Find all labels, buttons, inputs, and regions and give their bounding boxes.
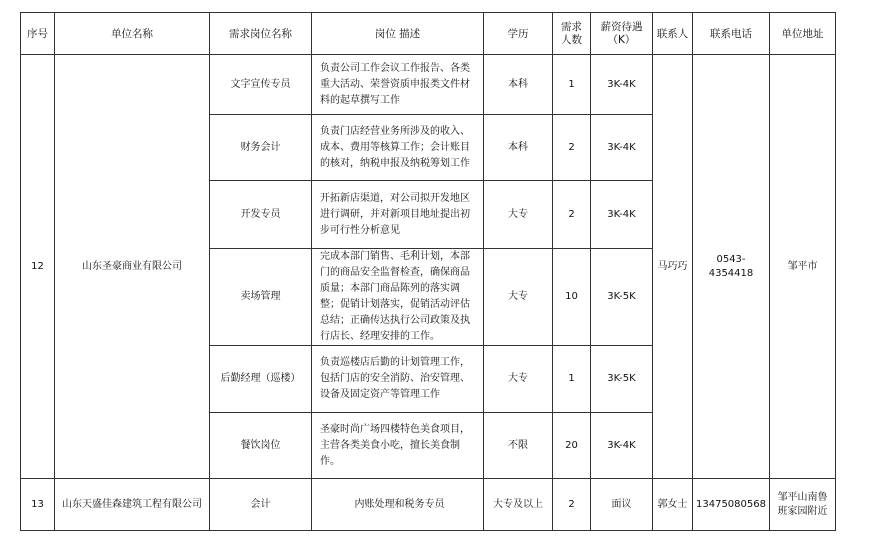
- table-row: [21, 479, 836, 531]
- header-salary: 薪资待遇（K）: [591, 13, 653, 55]
- education-cell: 不限: [484, 413, 553, 479]
- header-address: 单位地址: [770, 13, 836, 55]
- description-cell: 内账处理和税务专员: [312, 479, 484, 531]
- description-cell: 负责门店经营业务所涉及的收入、成本、费用等核算工作；会计账目的核对，纳税申报及纳税筹划工作: [312, 115, 484, 181]
- count-cell: 2: [553, 115, 591, 181]
- contact-cell: 马巧巧: [653, 55, 693, 479]
- count-cell: 20: [553, 413, 591, 479]
- company-cell: 山东天盛佳森建筑工程有限公司: [55, 479, 210, 531]
- count-cell: 1: [553, 346, 591, 413]
- company-cell: 山东圣豪商业有限公司: [55, 55, 210, 479]
- header-count: 需求人数: [553, 13, 591, 55]
- contact-cell: 郭女士: [653, 479, 693, 531]
- education-cell: 大专: [484, 181, 553, 249]
- salary-cell: 3K-4K: [591, 413, 653, 479]
- header-row: [21, 13, 836, 55]
- salary-cell: 3K-4K: [591, 115, 653, 181]
- header-position: 需求岗位名称: [210, 13, 312, 55]
- count-cell: 2: [553, 181, 591, 249]
- count-cell: 10: [553, 249, 591, 346]
- position-cell: 餐饮岗位: [210, 413, 312, 479]
- address-cell: 邹平山南鲁班家园附近: [770, 479, 836, 531]
- description-cell: 负责巡楼店后勤的计划管理工作，包括门店的安全消防、治安管理、设备及固定资产等管理工作: [312, 346, 484, 413]
- header-contact: 联系人: [653, 13, 693, 55]
- count-cell: 1: [553, 55, 591, 115]
- education-cell: 大专: [484, 249, 553, 346]
- position-cell: 会计: [210, 479, 312, 531]
- count-cell: 2: [553, 479, 591, 531]
- seq-cell: 12: [21, 55, 55, 479]
- header-seq: 序号: [21, 13, 55, 55]
- position-cell: 文字宣传专员: [210, 55, 312, 115]
- job-listing-table: [20, 12, 836, 531]
- description-cell: 开拓新店渠道，对公司拟开发地区进行调研，并对新项目地址提出初步可行性分析意见: [312, 181, 484, 249]
- description-cell: 负责公司工作会议工作报告、各类重大活动、荣誉资质申报类文件材料的起草撰写工作: [312, 55, 484, 115]
- education-cell: 大专: [484, 346, 553, 413]
- education-cell: 本科: [484, 55, 553, 115]
- salary-cell: 3K-4K: [591, 181, 653, 249]
- header-phone: 联系电话: [693, 13, 770, 55]
- table-row: [21, 55, 836, 115]
- position-cell: 卖场管理: [210, 249, 312, 346]
- header-education: 学历: [484, 13, 553, 55]
- header-description: 岗位 描述: [312, 13, 484, 55]
- position-cell: 开发专员: [210, 181, 312, 249]
- salary-cell: 3K-4K: [591, 55, 653, 115]
- education-cell: 本科: [484, 115, 553, 181]
- phone-cell: 0543-4354418: [693, 55, 770, 479]
- address-cell: 邹平市: [770, 55, 836, 479]
- phone-cell: 13475080568: [693, 479, 770, 531]
- salary-cell: 3K-5K: [591, 249, 653, 346]
- description-cell: 完成本部门销售、毛利计划，本部门的商品安全监督检查，确保商品质量；本部门商品陈列的落实调整；促销计划落实，促销活动评估总结；正确传达执行公司政策及执行店长、经理安排的工作。: [312, 249, 484, 346]
- education-cell: 大专及以上: [484, 479, 553, 531]
- job-listing-sheet: [20, 12, 836, 531]
- header-company: 单位名称: [55, 13, 210, 55]
- position-cell: 财务会计: [210, 115, 312, 181]
- salary-cell: 面议: [591, 479, 653, 531]
- description-cell: 圣豪时尚广场四楼特色美食项目，主营各类美食小吃，擅长美食制作。: [312, 413, 484, 479]
- salary-cell: 3K-5K: [591, 346, 653, 413]
- seq-cell: 13: [21, 479, 55, 531]
- position-cell: 后勤经理（巡楼）: [210, 346, 312, 413]
